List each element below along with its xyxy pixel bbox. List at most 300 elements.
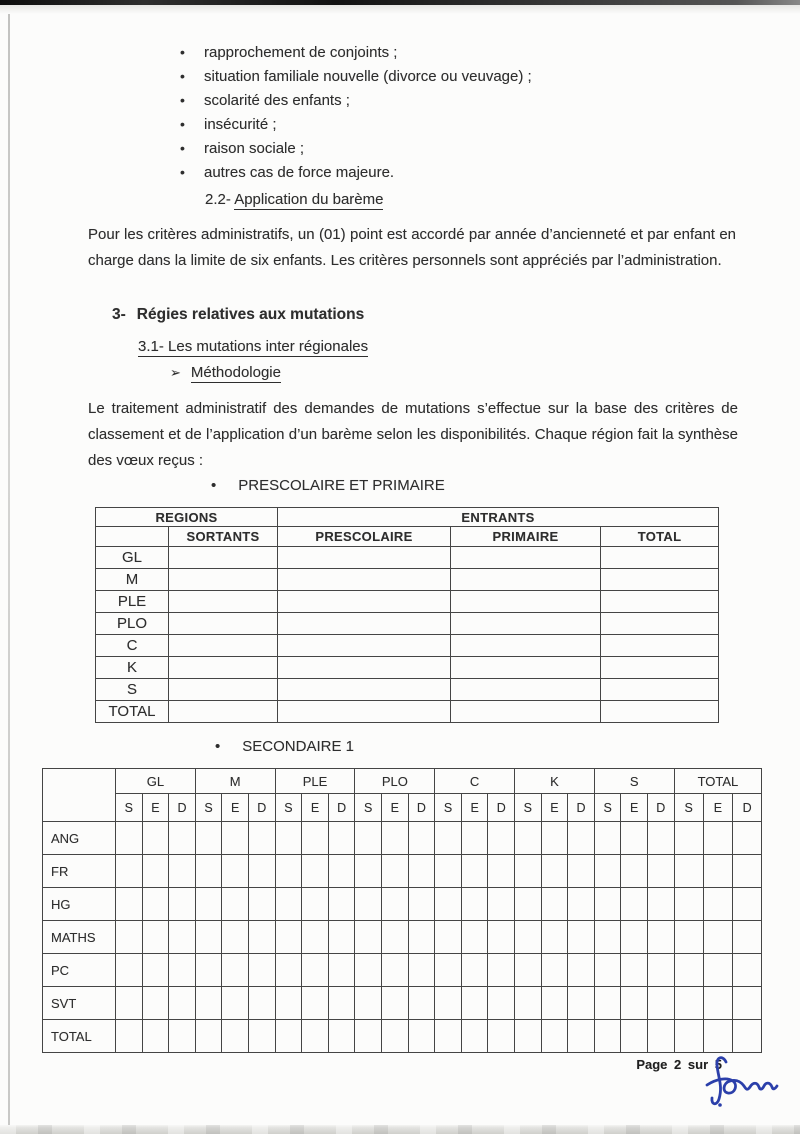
empty-cell (674, 987, 703, 1020)
column-header: TOTAL (601, 527, 719, 547)
table-row (96, 635, 719, 657)
row-label: HG (43, 888, 116, 921)
section-number: 3- (112, 306, 126, 323)
empty-cell (515, 921, 542, 954)
subcolumn-header: E (222, 794, 249, 822)
table-prescolaire-primaire (95, 507, 719, 723)
row-label: FR (43, 855, 116, 888)
table-row (96, 591, 719, 613)
empty-cell (408, 822, 435, 855)
empty-cell (703, 921, 732, 954)
bullet-icon: • (180, 140, 185, 156)
subcolumn-header: D (169, 794, 196, 822)
arrow-bullet-icon: ➢ (170, 365, 181, 380)
empty-cell (328, 855, 355, 888)
empty-cell (169, 1020, 196, 1053)
empty-cell (703, 954, 732, 987)
empty-cell (541, 855, 568, 888)
empty-cell (195, 987, 222, 1020)
empty-cell (248, 888, 275, 921)
empty-cell (328, 921, 355, 954)
empty-cell (382, 954, 409, 987)
empty-cell (461, 822, 488, 855)
bullet-item (180, 164, 532, 188)
bullet-text: insécurité ; (204, 116, 277, 133)
empty-cell (355, 822, 382, 855)
bullet-icon: • (180, 164, 185, 180)
empty-cell (142, 822, 169, 855)
empty-cell (601, 547, 719, 569)
empty-cell (648, 954, 675, 987)
subcolumn-header: S (275, 794, 302, 822)
empty-cell (451, 569, 601, 591)
empty-cell (408, 954, 435, 987)
empty-cell (355, 1020, 382, 1053)
empty-cell (488, 1020, 515, 1053)
row-label: C (96, 635, 169, 657)
empty-cell (541, 987, 568, 1020)
empty-cell (488, 987, 515, 1020)
empty-cell (142, 888, 169, 921)
empty-cell (601, 679, 719, 701)
empty-cell (515, 888, 542, 921)
row-label: K (96, 657, 169, 679)
empty-cell (568, 987, 595, 1020)
bullet-item (180, 140, 532, 164)
empty-cell (488, 855, 515, 888)
row-label: PC (43, 954, 116, 987)
empty-cell (302, 987, 329, 1020)
corner-cell (43, 769, 116, 822)
section-number: 2.2- (205, 191, 231, 208)
empty-cell (248, 987, 275, 1020)
empty-cell (302, 1020, 329, 1053)
empty-cell (621, 855, 648, 888)
empty-cell (248, 1020, 275, 1053)
empty-cell (461, 921, 488, 954)
empty-cell (601, 613, 719, 635)
secondaire-table-body (43, 822, 762, 1053)
subcolumn-header: S (515, 794, 542, 822)
empty-cell (541, 1020, 568, 1053)
empty-cell (451, 679, 601, 701)
empty-cell (703, 822, 732, 855)
empty-cell (451, 591, 601, 613)
empty-cell (648, 1020, 675, 1053)
section-3-heading (112, 306, 364, 324)
empty-cell (355, 888, 382, 921)
column-header: SORTANTS (169, 527, 278, 547)
empty-cell (601, 657, 719, 679)
empty-cell (435, 1020, 462, 1053)
empty-cell (461, 1020, 488, 1053)
bullet-text: autres cas de force majeure. (204, 164, 395, 181)
empty-cell (275, 888, 302, 921)
subcolumn-header: S (435, 794, 462, 822)
subcolumn-header: E (541, 794, 568, 822)
empty-cell (382, 1020, 409, 1053)
table-row (43, 888, 762, 921)
empty-cell (515, 822, 542, 855)
scan-edge-bottom-texture (0, 1125, 800, 1134)
empty-cell (408, 1020, 435, 1053)
table-row (96, 679, 719, 701)
table-secondaire-1 (42, 768, 762, 1053)
primaire-table-body (96, 547, 719, 723)
row-label: S (96, 679, 169, 701)
section-3-1-heading (138, 338, 368, 355)
regions-group-header: REGIONS (96, 508, 278, 527)
empty-cell (278, 701, 451, 723)
list-item-label: SECONDAIRE 1 (242, 738, 354, 755)
group-header: TOTAL (674, 769, 762, 794)
scan-edge-top-shadow (0, 5, 800, 14)
subcolumn-header: D (733, 794, 762, 822)
empty-cell (621, 921, 648, 954)
empty-cell (568, 855, 595, 888)
empty-cell (222, 855, 249, 888)
empty-cell (703, 888, 732, 921)
empty-cell (116, 1020, 143, 1053)
empty-cell (275, 855, 302, 888)
empty-cell (278, 591, 451, 613)
table-subheader-row (96, 527, 719, 547)
table-row (43, 855, 762, 888)
empty-cell (222, 921, 249, 954)
row-label: SVT (43, 987, 116, 1020)
empty-cell (733, 1020, 762, 1053)
empty-cell (733, 822, 762, 855)
empty-cell (408, 987, 435, 1020)
empty-cell (621, 1020, 648, 1053)
secondaire-group-row (43, 769, 762, 794)
empty-cell (302, 888, 329, 921)
table-row (43, 822, 762, 855)
bullet-icon: • (215, 738, 221, 755)
empty-cell (248, 954, 275, 987)
section-2-2-heading (205, 191, 383, 208)
bullet-icon: • (180, 44, 185, 60)
empty-cell (275, 954, 302, 987)
subcolumn-header: D (328, 794, 355, 822)
empty-cell (275, 1020, 302, 1053)
empty-cell (408, 888, 435, 921)
empty-cell (451, 547, 601, 569)
empty-cell (435, 855, 462, 888)
empty-cell (328, 888, 355, 921)
empty-cell (195, 954, 222, 987)
empty-cell (169, 679, 278, 701)
empty-cell (169, 954, 196, 987)
empty-cell (648, 822, 675, 855)
empty-cell (278, 657, 451, 679)
empty-cell (621, 987, 648, 1020)
empty-cell (169, 657, 278, 679)
empty-cell (382, 921, 409, 954)
empty-cell (355, 987, 382, 1020)
subcolumn-header: S (355, 794, 382, 822)
subcolumn-header: S (116, 794, 143, 822)
empty-cell (116, 954, 143, 987)
row-label: GL (96, 547, 169, 569)
group-header: S (594, 769, 674, 794)
empty-cell (355, 954, 382, 987)
footer-page-number: 2 (674, 1057, 682, 1072)
empty-cell (674, 822, 703, 855)
empty-cell (169, 569, 278, 591)
empty-cell (674, 855, 703, 888)
row-label: TOTAL (43, 1020, 116, 1053)
row-label: PLE (96, 591, 169, 613)
empty-cell (601, 591, 719, 613)
empty-cell (594, 855, 621, 888)
empty-cell (222, 954, 249, 987)
empty-cell (169, 822, 196, 855)
empty-cell (648, 921, 675, 954)
empty-cell (594, 921, 621, 954)
table-row (96, 547, 719, 569)
empty-cell (355, 855, 382, 888)
empty-cell (169, 635, 278, 657)
empty-cell (601, 569, 719, 591)
column-header: PRIMAIRE (451, 527, 601, 547)
empty-cell (435, 954, 462, 987)
subcolumn-header: D (648, 794, 675, 822)
bullet-text: situation familiale nouvelle (divorce ou veuvage) ; (204, 68, 532, 85)
subcolumn-header: S (195, 794, 222, 822)
empty-cell (515, 855, 542, 888)
empty-cell (142, 921, 169, 954)
subcolumn-header: E (142, 794, 169, 822)
table-row (43, 954, 762, 987)
methodologie-title: Méthodologie (190, 364, 281, 381)
bullet-item (180, 44, 532, 68)
empty-cell (328, 822, 355, 855)
empty-cell (222, 1020, 249, 1053)
empty-cell (703, 1020, 732, 1053)
empty-cell (169, 888, 196, 921)
group-header: M (195, 769, 275, 794)
group-header: GL (116, 769, 196, 794)
empty-cell (488, 822, 515, 855)
empty-cell (568, 954, 595, 987)
empty-cell (278, 613, 451, 635)
blank-header-cell (96, 527, 169, 547)
empty-cell (435, 888, 462, 921)
empty-cell (674, 954, 703, 987)
empty-cell (328, 1020, 355, 1053)
empty-cell (302, 822, 329, 855)
column-header: PRESCOLAIRE (278, 527, 451, 547)
empty-cell (408, 855, 435, 888)
empty-cell (248, 921, 275, 954)
empty-cell (461, 954, 488, 987)
empty-cell (116, 855, 143, 888)
empty-cell (568, 921, 595, 954)
empty-cell (541, 921, 568, 954)
empty-cell (169, 547, 278, 569)
empty-cell (621, 954, 648, 987)
empty-cell (248, 822, 275, 855)
bullet-icon: • (180, 68, 185, 84)
footer-separator-word: sur (687, 1057, 709, 1072)
empty-cell (116, 921, 143, 954)
empty-cell (278, 679, 451, 701)
empty-cell (733, 855, 762, 888)
empty-cell (648, 888, 675, 921)
empty-cell (248, 855, 275, 888)
empty-cell (601, 701, 719, 723)
empty-cell (488, 921, 515, 954)
bullet-item (180, 68, 532, 92)
subcolumn-header: D (408, 794, 435, 822)
row-label: ANG (43, 822, 116, 855)
empty-cell (594, 822, 621, 855)
empty-cell (142, 1020, 169, 1053)
table-header-row (96, 508, 719, 527)
subcolumn-header: E (302, 794, 329, 822)
subcolumn-header: S (594, 794, 621, 822)
table-row (43, 987, 762, 1020)
empty-cell (169, 701, 278, 723)
empty-cell (278, 635, 451, 657)
row-label: M (96, 569, 169, 591)
empty-cell (648, 855, 675, 888)
empty-cell (568, 822, 595, 855)
empty-cell (116, 822, 143, 855)
group-header: PLO (355, 769, 435, 794)
table-row (96, 569, 719, 591)
page-number-footer (560, 1057, 722, 1072)
empty-cell (451, 613, 601, 635)
methodologie-heading (170, 364, 281, 383)
empty-cell (674, 1020, 703, 1053)
empty-cell (222, 987, 249, 1020)
row-label: MATHS (43, 921, 116, 954)
bullet-text: scolarité des enfants ; (204, 92, 350, 109)
empty-cell (382, 855, 409, 888)
empty-cell (382, 987, 409, 1020)
empty-cell (541, 822, 568, 855)
empty-cell (515, 1020, 542, 1053)
empty-cell (568, 888, 595, 921)
table-row (96, 657, 719, 679)
empty-cell (222, 822, 249, 855)
empty-cell (302, 855, 329, 888)
table-row (43, 1020, 762, 1053)
empty-cell (142, 855, 169, 888)
empty-cell (515, 954, 542, 987)
empty-cell (142, 954, 169, 987)
empty-cell (195, 921, 222, 954)
empty-cell (594, 954, 621, 987)
empty-cell (733, 888, 762, 921)
empty-cell (674, 888, 703, 921)
empty-cell (733, 921, 762, 954)
empty-cell (451, 657, 601, 679)
empty-cell (461, 855, 488, 888)
section-title: Régies relatives aux mutations (136, 306, 365, 323)
empty-cell (302, 954, 329, 987)
empty-cell (328, 987, 355, 1020)
group-header: PLE (275, 769, 355, 794)
empty-cell (568, 1020, 595, 1053)
subcolumn-header: E (703, 794, 732, 822)
list-item-secondaire (215, 738, 354, 755)
empty-cell (169, 613, 278, 635)
group-header: K (515, 769, 595, 794)
group-header: C (435, 769, 515, 794)
empty-cell (648, 987, 675, 1020)
empty-cell (435, 921, 462, 954)
empty-cell (169, 855, 196, 888)
footer-page-total: 5 (714, 1057, 722, 1072)
empty-cell (703, 987, 732, 1020)
empty-cell (541, 888, 568, 921)
scan-edge-left (8, 14, 10, 1134)
empty-cell (621, 822, 648, 855)
handwritten-signature (700, 1053, 782, 1111)
empty-cell (195, 888, 222, 921)
bullet-text: rapprochement de conjoints ; (204, 44, 398, 61)
empty-cell (601, 635, 719, 657)
empty-cell (278, 569, 451, 591)
empty-cell (703, 855, 732, 888)
empty-cell (435, 822, 462, 855)
subcolumn-header: E (621, 794, 648, 822)
empty-cell (461, 888, 488, 921)
empty-cell (733, 987, 762, 1020)
list-item-label: PRESCOLAIRE ET PRIMAIRE (238, 477, 445, 494)
subcolumn-header: S (674, 794, 703, 822)
empty-cell (541, 954, 568, 987)
empty-cell (461, 987, 488, 1020)
empty-cell (275, 921, 302, 954)
subcolumn-header: D (488, 794, 515, 822)
table-row (43, 921, 762, 954)
bullet-icon: • (180, 92, 185, 108)
empty-cell (328, 954, 355, 987)
empty-cell (275, 987, 302, 1020)
section-title: Application du barème (234, 191, 384, 208)
table-row (96, 701, 719, 723)
empty-cell (382, 888, 409, 921)
empty-cell (222, 888, 249, 921)
subcolumn-header: D (568, 794, 595, 822)
empty-cell (278, 547, 451, 569)
criteria-bullet-list (180, 44, 532, 188)
empty-cell (169, 921, 196, 954)
empty-cell (674, 921, 703, 954)
paragraph-methodologie: Le traitement administratif des demandes de mutations s’effectue sur la base des critères de classement et de l’application d’un barème selon les disponibilités. Chaque région fait la synthèse des vœux reçus : (88, 400, 738, 469)
row-label: TOTAL (96, 701, 169, 723)
empty-cell (195, 1020, 222, 1053)
bullet-text: raison sociale ; (204, 140, 305, 157)
empty-cell (116, 888, 143, 921)
empty-cell (275, 822, 302, 855)
empty-cell (169, 987, 196, 1020)
footer-page-word: Page (636, 1057, 668, 1072)
bullet-item (180, 92, 532, 116)
bullet-icon: • (211, 477, 217, 494)
empty-cell (515, 987, 542, 1020)
bullet-item (180, 116, 532, 140)
empty-cell (408, 921, 435, 954)
paragraph-bareme: Pour les critères administratifs, un (01) point est accordé par année d’ancienneté et par enfant en charge dans la limite de six enfants. Les critères personnels sont appréciés par l’administration. (88, 226, 736, 269)
table-row (96, 613, 719, 635)
empty-cell (451, 635, 601, 657)
empty-cell (435, 987, 462, 1020)
